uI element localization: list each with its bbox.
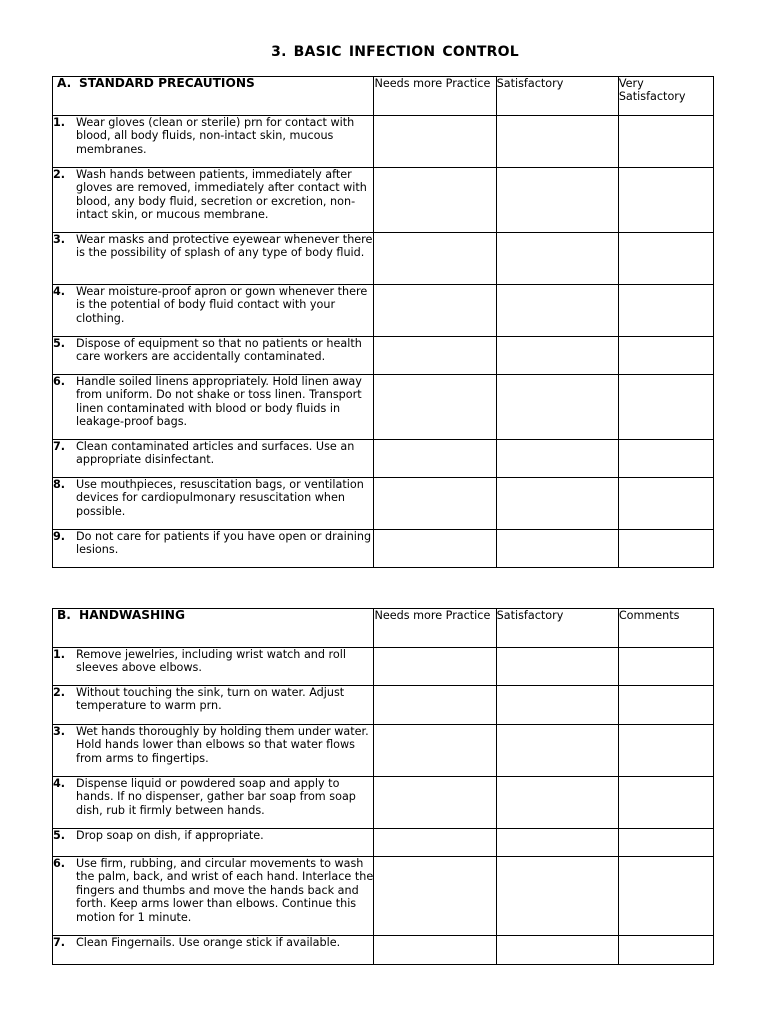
satisfactory-cell[interactable]	[496, 478, 618, 530]
item-cell	[53, 168, 374, 233]
item-cell	[53, 116, 374, 168]
comments-cell[interactable]	[618, 857, 713, 936]
needs-practice-cell[interactable]	[374, 725, 496, 777]
comments-cell[interactable]	[618, 936, 713, 965]
satisfactory-cell[interactable]	[496, 857, 618, 936]
very-satisfactory-cell[interactable]	[618, 116, 713, 168]
satisfactory-cell[interactable]	[496, 936, 618, 965]
item-number: 3.	[53, 233, 66, 246]
column-header-very-satisfactory: Very Satisfactory	[618, 77, 713, 116]
needs-practice-cell[interactable]	[374, 777, 496, 829]
column-header-satisfactory: Satisfactory	[496, 77, 618, 116]
item-text: Clean Fingernails. Use orange stick if available.	[76, 936, 341, 949]
item-cell	[53, 829, 374, 857]
satisfactory-cell[interactable]	[496, 233, 618, 285]
table-header-row	[53, 77, 714, 116]
table-row	[53, 375, 714, 440]
table-row	[53, 478, 714, 530]
comments-cell[interactable]	[618, 686, 713, 725]
item-text: Handle soiled linens appropriately. Hold linen away from uniform. Do not shake or toss linen. Transport linen contaminated with blood or body fluids in leakage-proof bags.	[76, 375, 362, 429]
column-header-satisfactory: Satisfactory	[496, 609, 618, 648]
item-number: 4.	[53, 777, 66, 790]
satisfactory-cell[interactable]	[496, 777, 618, 829]
column-header-comments: Comments	[618, 609, 713, 648]
item-text: Use firm, rubbing, and circular movements to wash the palm, back, and wrist of each hand. Interlace the fingers and thumbs and move the hands back and forth. Keep arms lower than elbows. Continue this motion for 1 minute.	[76, 857, 374, 924]
table-row	[53, 829, 714, 857]
satisfactory-cell[interactable]	[496, 337, 618, 375]
item-cell	[53, 777, 374, 829]
item-number: 5.	[53, 337, 66, 350]
item-text: Wear moisture-proof apron or gown whenever there is the potential of body fluid contact with your clothing.	[76, 285, 368, 325]
needs-practice-cell[interactable]	[374, 116, 496, 168]
item-number: 5.	[53, 829, 66, 842]
item-number: 1.	[53, 116, 66, 129]
comments-cell[interactable]	[618, 648, 713, 686]
needs-practice-cell[interactable]	[374, 478, 496, 530]
handwashing-table	[52, 608, 714, 965]
section-title: STANDARD PRECAUTIONS	[79, 76, 255, 90]
section-letter: B.	[57, 608, 71, 622]
item-number: 6.	[53, 375, 66, 388]
table-row	[53, 285, 714, 337]
item-number: 2.	[53, 168, 66, 181]
section-letter: A.	[57, 76, 72, 90]
needs-practice-cell[interactable]	[374, 285, 496, 337]
needs-practice-cell[interactable]	[374, 375, 496, 440]
item-text: Wear masks and protective eyewear whenever there is the possibility of splash of any type of body fluid.	[76, 233, 373, 260]
satisfactory-cell[interactable]	[496, 829, 618, 857]
item-text: Dispense liquid or powdered soap and apply to hands. If no dispenser, gather bar soap from soap dish, rub it firmly between hands.	[76, 777, 356, 817]
very-satisfactory-cell[interactable]	[618, 233, 713, 285]
item-text: Do not care for patients if you have open or draining lesions.	[76, 530, 372, 557]
table-row	[53, 725, 714, 777]
item-cell	[53, 530, 374, 568]
item-text: Wash hands between patients, immediately after gloves are removed, immediately after contact with blood, any body fluid, secretion or excretion, non-intact skin, or mucous membrane.	[76, 168, 367, 222]
item-cell	[53, 233, 374, 285]
section-heading	[53, 77, 374, 116]
comments-cell[interactable]	[618, 777, 713, 829]
column-header-needs-practice: Needs more Practice	[374, 77, 496, 116]
item-text: Wet hands thoroughly by holding them under water. Hold hands lower than elbows so that water flows from arms to fingertips.	[76, 725, 369, 765]
needs-practice-cell[interactable]	[374, 168, 496, 233]
table-row	[53, 530, 714, 568]
item-cell	[53, 285, 374, 337]
item-cell	[53, 936, 374, 965]
very-satisfactory-cell[interactable]	[618, 285, 713, 337]
item-text: Clean contaminated articles and surfaces. Use an appropriate disinfectant.	[76, 440, 355, 467]
very-satisfactory-cell[interactable]	[618, 530, 713, 568]
needs-practice-cell[interactable]	[374, 648, 496, 686]
needs-practice-cell[interactable]	[374, 440, 496, 478]
item-number: 7.	[53, 440, 66, 453]
item-text: Dispose of equipment so that no patients or health care workers are accidentally contaminated.	[76, 337, 362, 364]
very-satisfactory-cell[interactable]	[618, 375, 713, 440]
item-cell	[53, 440, 374, 478]
table-row	[53, 116, 714, 168]
needs-practice-cell[interactable]	[374, 829, 496, 857]
item-cell	[53, 857, 374, 936]
item-cell	[53, 337, 374, 375]
table-header-row	[53, 609, 714, 648]
satisfactory-cell[interactable]	[496, 375, 618, 440]
satisfactory-cell[interactable]	[496, 285, 618, 337]
item-number: 1.	[53, 648, 66, 661]
needs-practice-cell[interactable]	[374, 857, 496, 936]
very-satisfactory-cell[interactable]	[618, 440, 713, 478]
very-satisfactory-cell[interactable]	[618, 478, 713, 530]
document-title: 3. BASIC INFECTION CONTROL	[271, 44, 519, 60]
section-title: HANDWASHING	[79, 608, 185, 622]
needs-practice-cell[interactable]	[374, 233, 496, 285]
item-number: 4.	[53, 285, 66, 298]
comments-cell[interactable]	[618, 829, 713, 857]
table-row	[53, 857, 714, 936]
satisfactory-cell[interactable]	[496, 168, 618, 233]
item-text: Drop soap on dish, if appropriate.	[76, 829, 264, 842]
table-row	[53, 440, 714, 478]
item-number: 2.	[53, 686, 66, 699]
satisfactory-cell[interactable]	[496, 725, 618, 777]
satisfactory-cell[interactable]	[496, 686, 618, 725]
table-row	[53, 777, 714, 829]
item-number: 8.	[53, 478, 66, 491]
needs-practice-cell[interactable]	[374, 686, 496, 725]
item-text: Wear gloves (clean or sterile) prn for contact with blood, all body fluids, non-intact skin, mucous membranes.	[76, 116, 355, 156]
item-number: 7.	[53, 936, 66, 949]
item-cell	[53, 686, 374, 725]
table-row	[53, 936, 714, 965]
needs-practice-cell[interactable]	[374, 337, 496, 375]
item-cell	[53, 725, 374, 777]
item-cell	[53, 648, 374, 686]
satisfactory-cell[interactable]	[496, 530, 618, 568]
needs-practice-cell[interactable]	[374, 936, 496, 965]
satisfactory-cell[interactable]	[496, 116, 618, 168]
column-header-needs-practice: Needs more Practice	[374, 609, 496, 648]
item-cell	[53, 478, 374, 530]
table-row	[53, 648, 714, 686]
item-text: Use mouthpieces, resuscitation bags, or ventilation devices for cardiopulmonary resuscitation when possible.	[76, 478, 364, 518]
table-row	[53, 233, 714, 285]
satisfactory-cell[interactable]	[496, 648, 618, 686]
very-satisfactory-cell[interactable]	[618, 168, 713, 233]
very-satisfactory-cell[interactable]	[618, 337, 713, 375]
item-number: 6.	[53, 857, 66, 870]
standard-precautions-table	[52, 76, 714, 568]
table-row	[53, 168, 714, 233]
item-number: 3.	[53, 725, 66, 738]
needs-practice-cell[interactable]	[374, 530, 496, 568]
item-number: 9.	[53, 530, 66, 543]
item-text: Remove jewelries, including wrist watch and roll sleeves above elbows.	[76, 648, 346, 675]
table-row	[53, 686, 714, 725]
section-heading	[53, 609, 374, 648]
satisfactory-cell[interactable]	[496, 440, 618, 478]
comments-cell[interactable]	[618, 725, 713, 777]
item-text: Without touching the sink, turn on water. Adjust temperature to warm prn.	[76, 686, 345, 713]
table-row	[53, 337, 714, 375]
item-cell	[53, 375, 374, 440]
